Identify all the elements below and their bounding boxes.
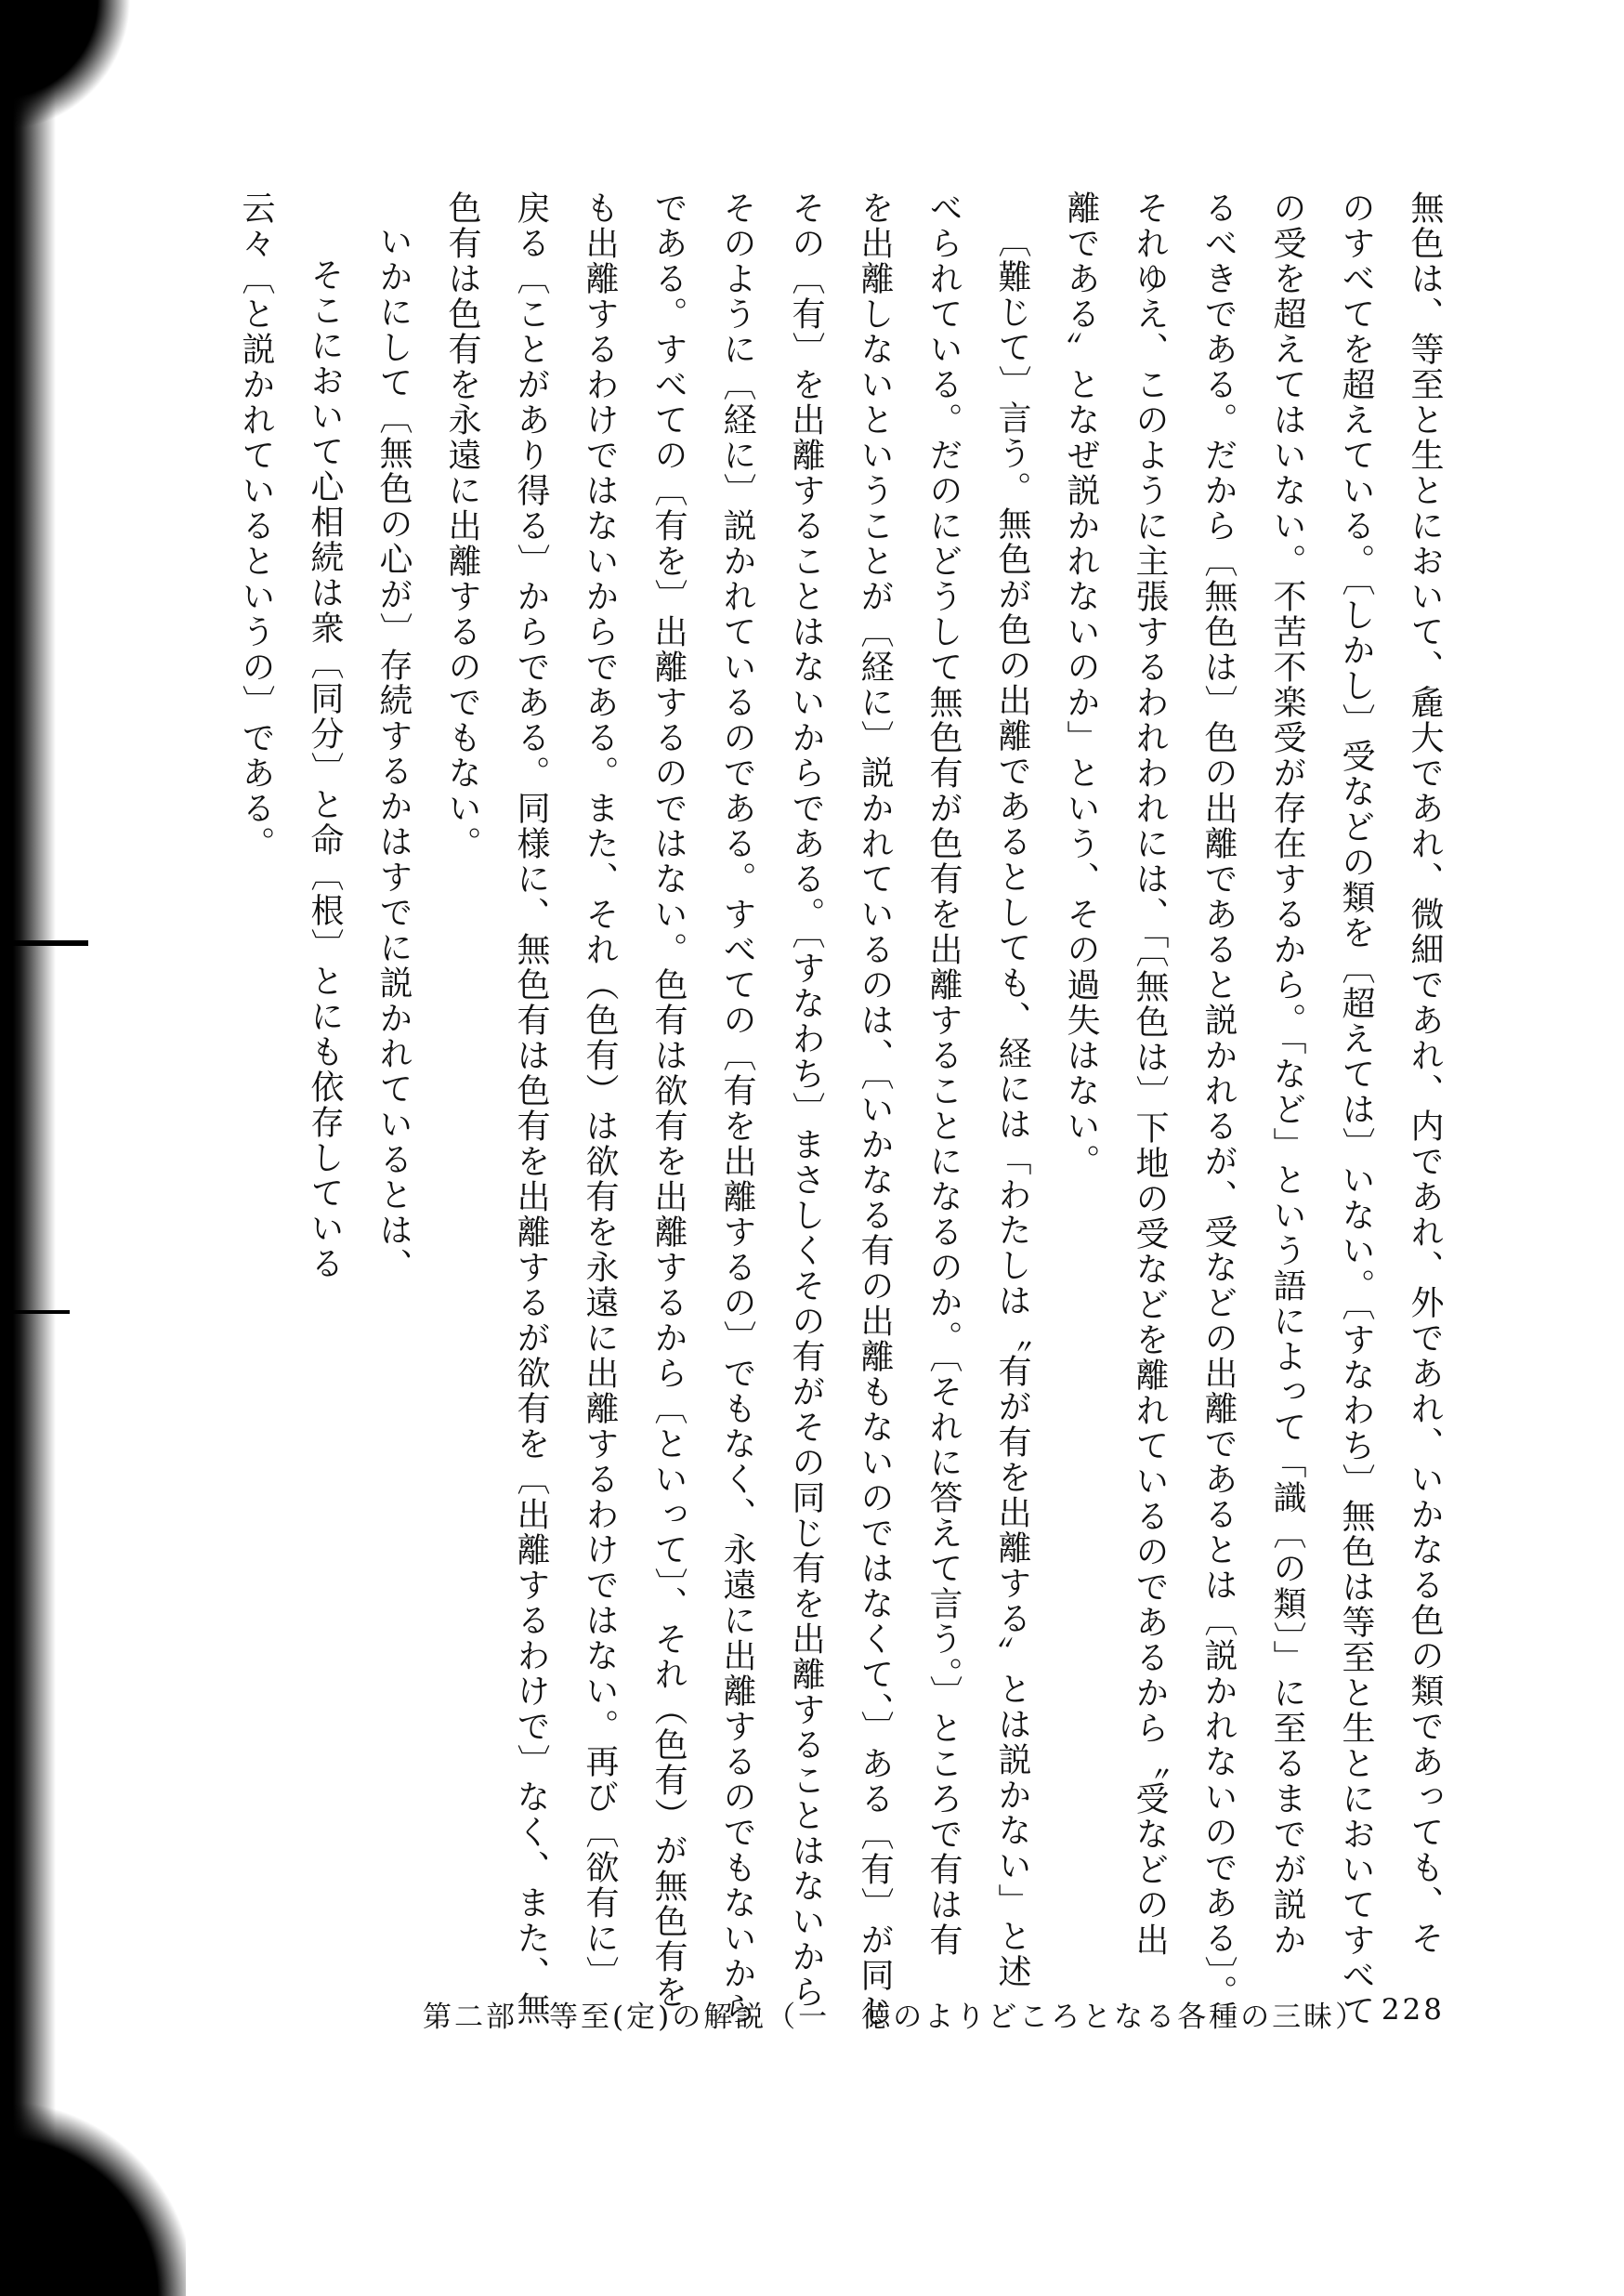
text-line-12: である。すべての〔有を〕出離するのではない。色有は欲有を出離するから〔といって〕、それ（色有）が無色有を [649, 190, 688, 2010]
text-line-10: その〔有〕を出離することはないからである。〔すなわち〕まさしくその有がその同じ有を出離することはないから [787, 190, 825, 2010]
vertical-text-body [139, 190, 1459, 2030]
text-line-6: 離である〟となぜ説かれないのか」という、その過失はない。 [1062, 190, 1100, 1179]
scan-left-edge [0, 0, 111, 2296]
text-line-11: そのように〔経に〕説かれているのである。すべての〔有を出離するの〕でもなく、永遠に出離するのでもないから [718, 190, 756, 2027]
scan-corner-bottom-left [0, 1989, 186, 2296]
scan-mark [0, 940, 88, 946]
text-line-14: 戻る〔ことがあり得る〕からである。同様に、無色有は色有を出離するが欲有を〔出離するわけで〕なく、また、無 [512, 190, 550, 2027]
page-number: 228 [1381, 1993, 1445, 2027]
text-line-1: 無色は、等至と生とにおいて、麁大であれ、微細であれ、内であれ、外であれ、いかなる色の類であっても、そ [1406, 190, 1444, 1956]
running-title: 第二部 等至(定)の解説（一 徳のよりどころとなる各種の三昧） [423, 2001, 1368, 2034]
text-line-5: それゆえ、このように主張するわれわれには、「〔無色は〕下地の受などを離れているのであるから〝受などの出 [1131, 190, 1169, 1958]
text-line-16: いかにして〔無色の心が〕存続するかはすでに説かれているとは、 [374, 224, 413, 1283]
text-line-9: を出離しないということが〔経に〕説かれているのは、〔いかなる有の出離もないのではなくて、〕ある〔有〕が同じ [856, 190, 894, 2028]
text-line-13: も出離するわけではないからである。また、それ（色有）は欲有を永遠に出離するわけではない。再び〔欲有に〕 [581, 190, 619, 1991]
scan-mark [0, 1310, 70, 1314]
text-line-15: 色有は色有を永遠に出離するのでもない。 [443, 190, 481, 861]
text-line-7: 〔難じて〕言う。無色が色の出離であるとしても、経には「わたしは〝有が有を出離する〟とは説かない」と述 [993, 224, 1031, 1989]
text-line-18: 云々〔と説かれているというの〕である。 [237, 190, 275, 861]
text-line-3: の受を超えてはいない。不苦不楽受が存在するから。「など」という語によって「識〔の類〕」に至るまでが説か [1268, 190, 1306, 1958]
text-line-17: そこにおいて心相続は衆〔同分〕と命〔根〕とにも依存している [306, 257, 344, 1281]
text-line-8: べられている。だのにどうして無色有が色有を出離することになるのか。〔それに答えて言う。〕ところで有は有 [924, 190, 963, 1958]
text-line-4: るべきである。だから〔無色は〕色の出離であると説かれるが、受などの出離であるとは〔説かれないのである〕。 [1199, 190, 1238, 2010]
scan-corner-top-left [0, 0, 149, 158]
text-line-2: のすべてを超えている。〔しかし〕受などの類を〔超えては〕いない。〔すなわち〕無色は等至と生とにおいてすべて [1337, 190, 1375, 2028]
page-footer [423, 1993, 1445, 2040]
